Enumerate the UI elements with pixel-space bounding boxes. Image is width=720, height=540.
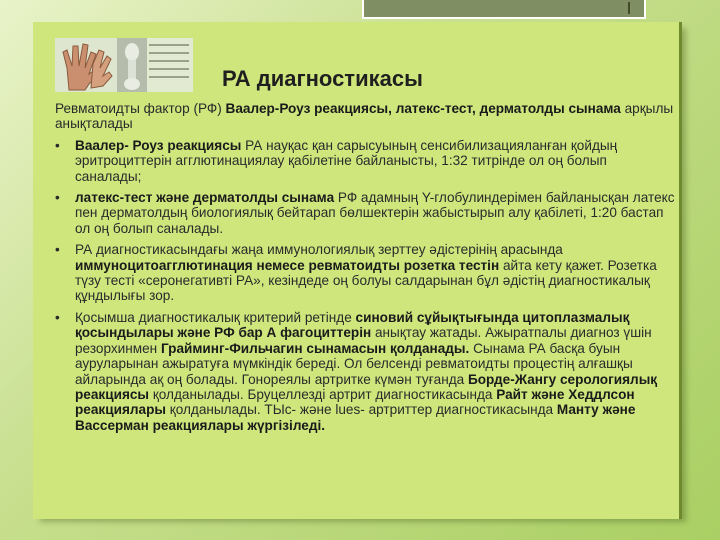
illustration-thumbnail bbox=[55, 38, 193, 92]
list-item bbox=[55, 310, 675, 433]
intro-rest: арқылы анықталады bbox=[55, 101, 674, 132]
bullet-bold: Ваалер- Роуз реакциясы bbox=[75, 137, 242, 153]
bullet-text: РА науқас қан сарысуының сенсибилизацияланған қойдың эритроциттерін агглютинациялау қабілетіне байланысты, 1:32 титрінде ол оң болып саналады; bbox=[75, 137, 618, 184]
bullet-bold: иммуноцитоагглютинация немесе ревматоидты розетка тестін bbox=[75, 257, 500, 273]
intro-paragraph bbox=[55, 101, 675, 132]
xray-bones-icon bbox=[117, 38, 147, 92]
bullet-text: қолданылады. ТЫс- және lues- артриттер диагностикасында bbox=[165, 402, 557, 418]
bullet-bold: синовий сұйықтығында цитоплазмалық қосындылары және РФ бар А фагоциттерін bbox=[75, 309, 630, 341]
bullet-marker: • bbox=[55, 309, 60, 325]
slide-title: РА диагностикасы bbox=[222, 66, 423, 91]
slide-content bbox=[55, 101, 675, 433]
list-item bbox=[55, 242, 675, 304]
xray-image bbox=[117, 38, 147, 92]
bullet-bold: латекс-тест және дерматолды сынама bbox=[75, 190, 335, 206]
bullet-bold: Манту және Вассерман реакциялары жүргізіледі. bbox=[75, 402, 636, 433]
top-tab bbox=[362, 0, 646, 19]
hand-illustration bbox=[55, 38, 117, 92]
bullet-text: Қосымша диагностикалық критерий ретінде bbox=[75, 309, 356, 325]
bullet-text: анықтау жатады. Ажыратпалы диагноз үшін резорхинмен bbox=[75, 325, 652, 356]
intro-prefix: Ревматоидты фактор (РФ) bbox=[55, 101, 226, 116]
list-item bbox=[55, 190, 675, 236]
intro-bold: Ваалер-Роуз реакциясы, латекс-тест, дерматолды сынама bbox=[225, 101, 621, 116]
bullet-marker: • bbox=[55, 242, 60, 258]
list-item bbox=[55, 138, 675, 184]
bullet-bold: Райт және Хеддлсон реакциялары bbox=[75, 386, 635, 418]
bullet-list bbox=[55, 138, 675, 433]
bullet-bold: Борде-Жангу серологиялық реакциясы bbox=[75, 371, 658, 402]
bullet-marker: • bbox=[55, 190, 60, 206]
bullet-text: айта кету қажет. Розетка түзу тесті «серонегативті РА», кезіндеде оң болуы салдарынан бұл әдістің диагностикалық құндылығы зор. bbox=[75, 257, 657, 304]
bullet-text: Сынама РА басқа буын ауруларынан ажыратуға мүмкіндік береді. Ол белсенді ревматоидты процестің алғашқы айларында ақ оң болады. Гонореялы артритке күмән туғанда bbox=[75, 340, 633, 387]
bullet-marker: • bbox=[55, 137, 60, 153]
caption-lines bbox=[149, 44, 189, 84]
bullet-bold: Грайминг-Фильчагин сынамасын қолданады. bbox=[160, 340, 470, 356]
bullet-text: қолданылады. Бруцеллезді артрит диагностикасында bbox=[149, 386, 497, 402]
bullet-text: РА диагностикасындағы жаңа иммунологиялық зерттеу әдістерінің арасында bbox=[75, 242, 563, 258]
tab-mark bbox=[628, 2, 630, 14]
bullet-text: РФ адамның Y-глобулиндерімен байланысқан латекс пен дерматолдың биологиялық бейтарап бөлшектерін жабыстырып алу қабілеті, 1:20 бастап ол оң болып саналады. bbox=[75, 190, 675, 236]
